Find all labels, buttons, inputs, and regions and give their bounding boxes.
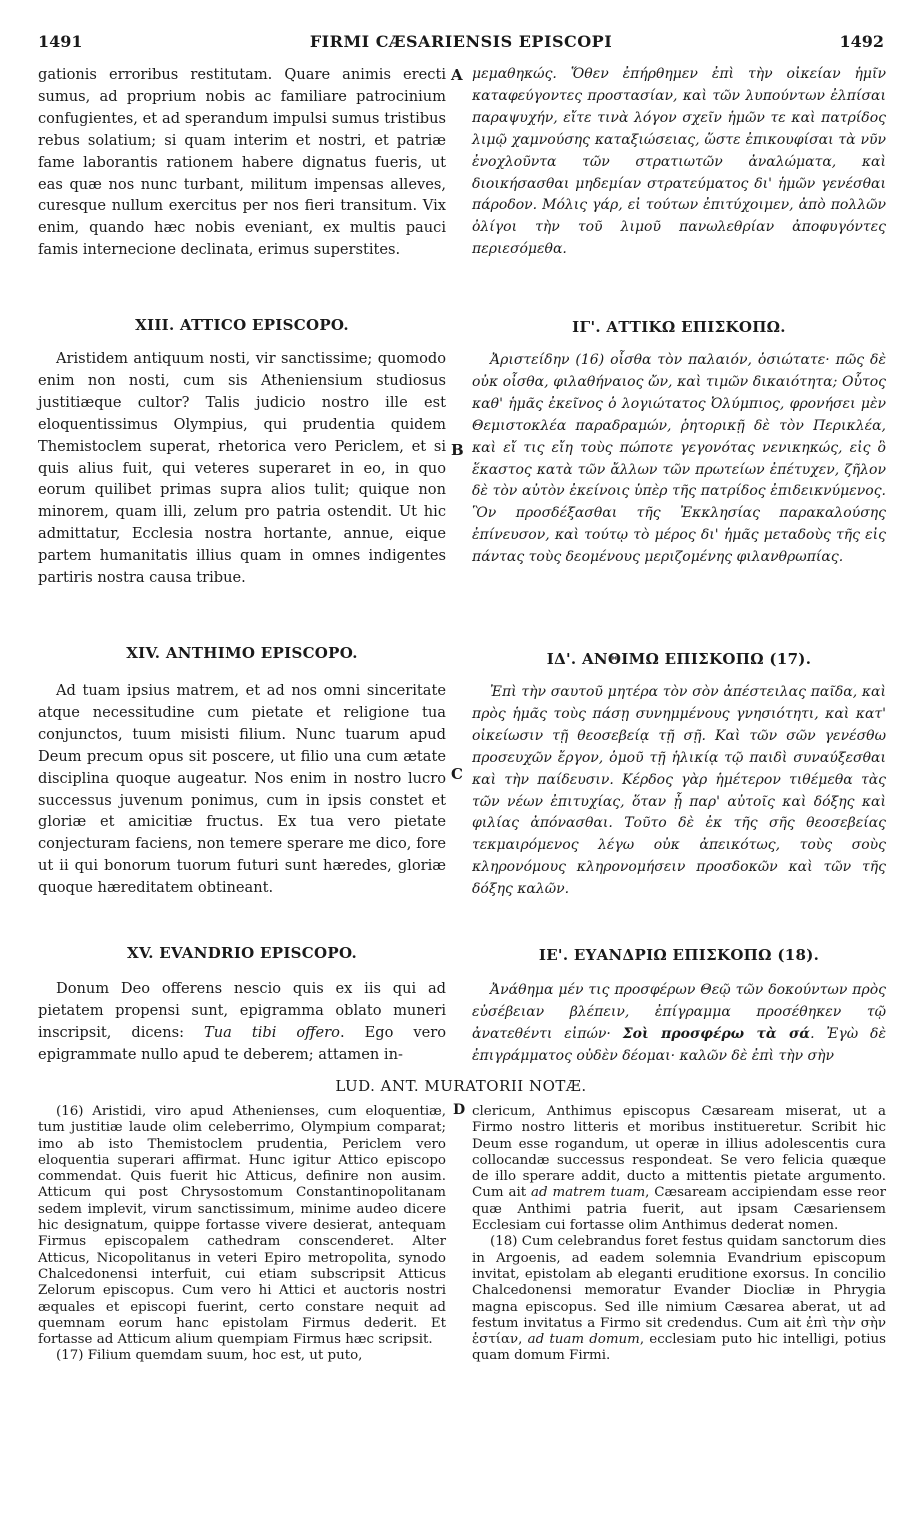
greek-heading-15: ΙΕ'. ΕΥΑΝΔΡΙΩ ΕΠΙΣΚΟΠΩ (18). <box>538 946 820 964</box>
note-18-sep: , <box>518 1332 528 1348</box>
page-number-left: 1491 <box>38 32 83 51</box>
note-16: (16) Aristidi, viro apud Athenienses, cum eloquentiæ, tum justitiæ laude olim celeberrimo, Olympium comparat; imo ab isto Themistoclem prudentia, Periclem vero eloquentia superari affirmat. Hunc igitur Attico episcopo commendat. Quis fuerit hic Atticus, definire non ausim. Atticum qui post Chrysostomum Constantinopolitanam sedem implevit, virum sanctissimum, minime audeo dicere hic designatum, quippe fortasse vivere desierat, antequam Firmus episcopalem cathedram conscenderet. Alter Atticus, Nicopolitanus in veteri Epiro metropolita, synodo Chalcedonensi interfuit, cui etiam subscripsit Atticus Zelorum episcopus. Cum vero hi Attici et auctoris nostri æquales et episcopi fuerint, certo constare nequit ad quemnam eorum hanc epistolam Firmus dederit. Et fortasse ad Atticum alium quempiam Firmus hæc scripsit. <box>38 1104 446 1348</box>
latin-15-part-b: . Ego vero epigrammate nullo apud te deberem; attamen in- <box>38 1023 447 1063</box>
latin-letter-13 <box>38 348 446 589</box>
greek-15-quote: Σοὶ προσφέρω τὰ σά <box>622 1025 811 1042</box>
note-17-part-b: , Cæsaream accipiendam esse reor quæ Anthimi patria fuerit, aut ipsam Cæsariensem Ecclesiam cui fortasse olim Anthimus dederat nomen. <box>472 1185 886 1234</box>
greek-letter-13 <box>472 350 886 569</box>
column-marker-c: C <box>451 765 463 783</box>
column-marker-b: B <box>451 441 464 459</box>
latin-letter-13-text: Aristidem antiquum nosti, vir sanctissime; quomodo enim non nosti, cum sis Atheniensium studiosus justitiæque cultor? Talis judicio nostro ille est eloquentissimus Olympius, qui prudentia quidem Themistoclem superat, rhetorica vero Periclem, et si quis alius fuit, qui veteres superaret in eo, in quo eorum quilibet primas supra alios tulit; quique non minorem, quam illi, zelum pro patria ostendit. Ut hic admittatur, Ecclesia nostra hortante, annue, eique partem humanitatis illius quam in omnes indigentes partiris nostra causa tribue. <box>38 350 446 587</box>
greek-letter-14 <box>472 682 886 901</box>
greek-intro <box>472 64 886 261</box>
latin-heading-15: XV. EVANDRIO EPISCOPO. <box>127 944 357 962</box>
note-17-italic: ad matrem tuam <box>531 1185 646 1201</box>
latin-intro-text: gationis erroribus restitutam. Quare animis erecti sumus, ad proprium nobis ac familiare patrocinium confugientes, et ad sperandum impulsi sumus tristibus rebus solatium; si quam interim et nostri, et patriæ fame laborantis rationem habere dignatus fueris, ut eas quæ nos nunc turbant, militum impensas alleves, curesque nullum exercitus per nos fieri transitum. Vix enim, quando hæc nobis eveniant, ex multis pauci famis internecione declinata, erimus superstites. <box>38 66 446 259</box>
latin-letter-15-text <box>38 978 446 1066</box>
note-18-italic: ad tuam domum <box>527 1332 640 1348</box>
column-marker-a: A <box>451 66 463 84</box>
note-17-start: (17) Filium quemdam suum, hoc est, ut puto, <box>56 1348 363 1364</box>
greek-15-part-b: . Ἐγὼ δὲ ἐπιγράμματος οὐδὲν δέομαι· καλῶν δὲ ἐπὶ τὴν σὴν <box>472 1025 886 1064</box>
greek-letter-14-text: Ἐπὶ τὴν σαυτοῦ μητέρα τὸν σὸν ἀπέστειλας παῖδα, καὶ πρὸς ἡμᾶς τοὺς πάσῃ συνημμένους γνησιότητι, καὶ κατ' οἰκείωσιν τῇ θεοσεβείᾳ τῇ σῇ. Καὶ τῶν σῶν γενέσθω προσευχῶν ἔργον, ὁμοῦ τῇ ἡλικίᾳ τῷ παιδὶ συναύξεσθαι καὶ τὴν παίδευσιν. Κέρδος γὰρ ἡμέτερον τιθέμεθα τὰς τῶν νέων ἐπιτυχίας, ὅταν ᾖ παρ' αὐτοῖς καὶ δόξης καὶ φιλίας ἀπόνασθαι. Τοῦτο δὲ ἐκ τῆς σῆς θεοσεβείας τεκμαιρόμενος λέγω οὐκ ἀπεικότως, τοὺς σοὺς κληρονόμους κληρονομήσειν προσδοκῶν καὶ τῶν τῆς δόξης καλῶν. <box>472 684 886 898</box>
page-number-right: 1492 <box>839 32 884 51</box>
note-18-part-b: , ecclesiam puto hic intelligi, potius quam domum Firmi. <box>472 1332 886 1364</box>
note-18 <box>472 1234 886 1364</box>
latin-letter-14-text: Ad tuam ipsius matrem, et ad nos omni sinceritate atque necessitudine cum pietate et religione tua conjunctos, tuum misisti filium. Nunc tuarum apud Deum precum opus sit poscere, ut filio una cum ætate disciplina quoque augeatur. Nos enim in nostro lucro successus juvenum ponimus, cum in ipsis constet et gloriæ et amicitiæ fructus. Ex tua vero pietate conjecturam faciens, non temere sperare me dico, fore ut ii qui bonorum tuorum futuri sunt hæredes, gloriæ quoque hæreditatem obtineant. <box>38 682 446 897</box>
latin-intro <box>38 64 446 261</box>
note-18-greek: ἐπὶ τὴν σὴν ἑστίαν <box>472 1315 887 1348</box>
note-17-continued <box>472 1104 886 1234</box>
running-title: FIRMI CÆSARIENSIS EPISCOPI <box>309 32 613 51</box>
column-marker-d: D <box>453 1102 466 1118</box>
greek-heading-14: ΙΔ'. ΑΝΘΙΜΩ ΕΠΙΣΚΟΠΩ (17). <box>546 650 812 668</box>
latin-heading-14: XIV. ANTHIMO EPISCOPO. <box>126 644 358 662</box>
greek-letter-15-text <box>472 980 886 1068</box>
greek-letter-13-text: Ἀριστείδην (16) οἶσθα τὸν παλαιόν, ὁσιώτατε· πῶς δὲ οὐκ οἶσθα, φιλαθήναιος ὤν, καὶ τιμῶν δικαιότητα; Οὗτος καθ' ἡμᾶς ἐκεῖνος ὁ λογιώτατος Ὀλύμπιος, φρονήσει μὲν Θεμιστοκλέα παραδραμών, ῥητορικῇ δὲ τὸν Περικλέα, καὶ εἴ τις εἴη τοὺς πώποτε γεγονότας νενικηκώς, εἰς ὃ ἕκαστος κατὰ τῶν ἄλλων τῶν πρωτείων ἐπέτυχεν, ζῆλον δὲ τὸν αὐτὸν ἐκείνοις ὑπὲρ τῆς πατρίδος ἐπιδεικνύμενος. Ὃν προσδέξασθαι τῆς Ἐκκλησίας παρακαλούσης ἐπίνευσον, καὶ τούτῳ τὸ μέρος δι' ἡμᾶς μεταδοὺς τῆς εἰς πάντας τοὺς δεομένους μεριζομένης φιλανθρωπίας. <box>472 352 886 566</box>
greek-15-part-a: Ἀνάθημα μέν τις προσφέρων Θεῷ τῶν δοκούντων πρὸς εὐσέβειαν βλέπειν, ἐπίγραμμα προσέθηκεν τῷ ἀνατεθέντι εἰπών· <box>472 982 886 1042</box>
note-17-part-a: clericum, Anthimus episcopus Cæsaream miserat, ut a Firmo nostro litteris et moribus institueretur. Scribit hic Deum esse rogandum, ut operæ in illius adolescentis cura collocandæ successus respondeat. Se vero felicia quæque de illo sperare addit, ducto a mittentis pietate argumento. Cum ait <box>472 1104 886 1201</box>
greek-heading-13: ΙΓ'. ΑΤΤΙΚΩ ΕΠΙΣΚΟΠΩ. <box>572 318 786 336</box>
notes-heading: LUD. ANT. MURATORII NOTÆ. <box>335 1077 587 1095</box>
latin-15-part-a: Donum Deo offerens nescio quis ex iis qui ad pietatem propensi sunt, epigramma oblato muneri inscripsit, dicens: <box>38 980 446 1041</box>
latin-15-quote: Tua tibi offero <box>204 1023 340 1041</box>
note-18-part-a: (18) Cum celebrandus foret festus quidam sanctorum dies in Argoenis, ad eadem solemnia Evandrium episcopum invitat, epistolam ab eleganti eruditione exorsus. In concilio Chalcedonensi memoratur Evander Diocliæ in Phrygia magna episcopus. Sed ille nimium Cæsarea aberat, ut ad festum invitatus a Firmo sit credendus. Cum ait <box>472 1234 887 1331</box>
running-header <box>38 32 884 56</box>
latin-letter-14 <box>38 680 446 899</box>
notes-left-column <box>38 1104 446 1365</box>
latin-heading-13: XIII. ATTICO EPISCOPO. <box>135 316 349 334</box>
greek-intro-text: μεμαθηκώς. Ὅθεν ἐπήρθημεν ἐπὶ τὴν οἰκείαν ἡμῖν καταφεύγοντες προστασίαν, καὶ τῶν λυπούντων ἐλπίσαι παραψυχήν, εἴτε τινὰ λόγον σχεῖν ἡμῶν τε καὶ πατρίδος λιμῷ χαμνούσης καταξιώσειας, ὥστε ἐπικουφίσαι τὰ νῦν ἐνοχλοῦντα τῶν στρατιωτῶν ἀναλώματα, καὶ διοικήσασθαι μηδεμίαν στρατεύματος δι' ἡμῶν γενέσθαι πάροδον. Μόλις γάρ, εἰ τούτων ἐπιτύχοιμεν, ἀπὸ πολλῶν ὀλίγοι τὴν τοῦ λιμοῦ πανωλεθρίαν ἀποφυγόντες περιεσόμεθα. <box>472 66 886 258</box>
greek-letter-15 <box>472 980 886 1068</box>
notes-right-column <box>472 1104 886 1365</box>
latin-letter-15 <box>38 978 446 1066</box>
